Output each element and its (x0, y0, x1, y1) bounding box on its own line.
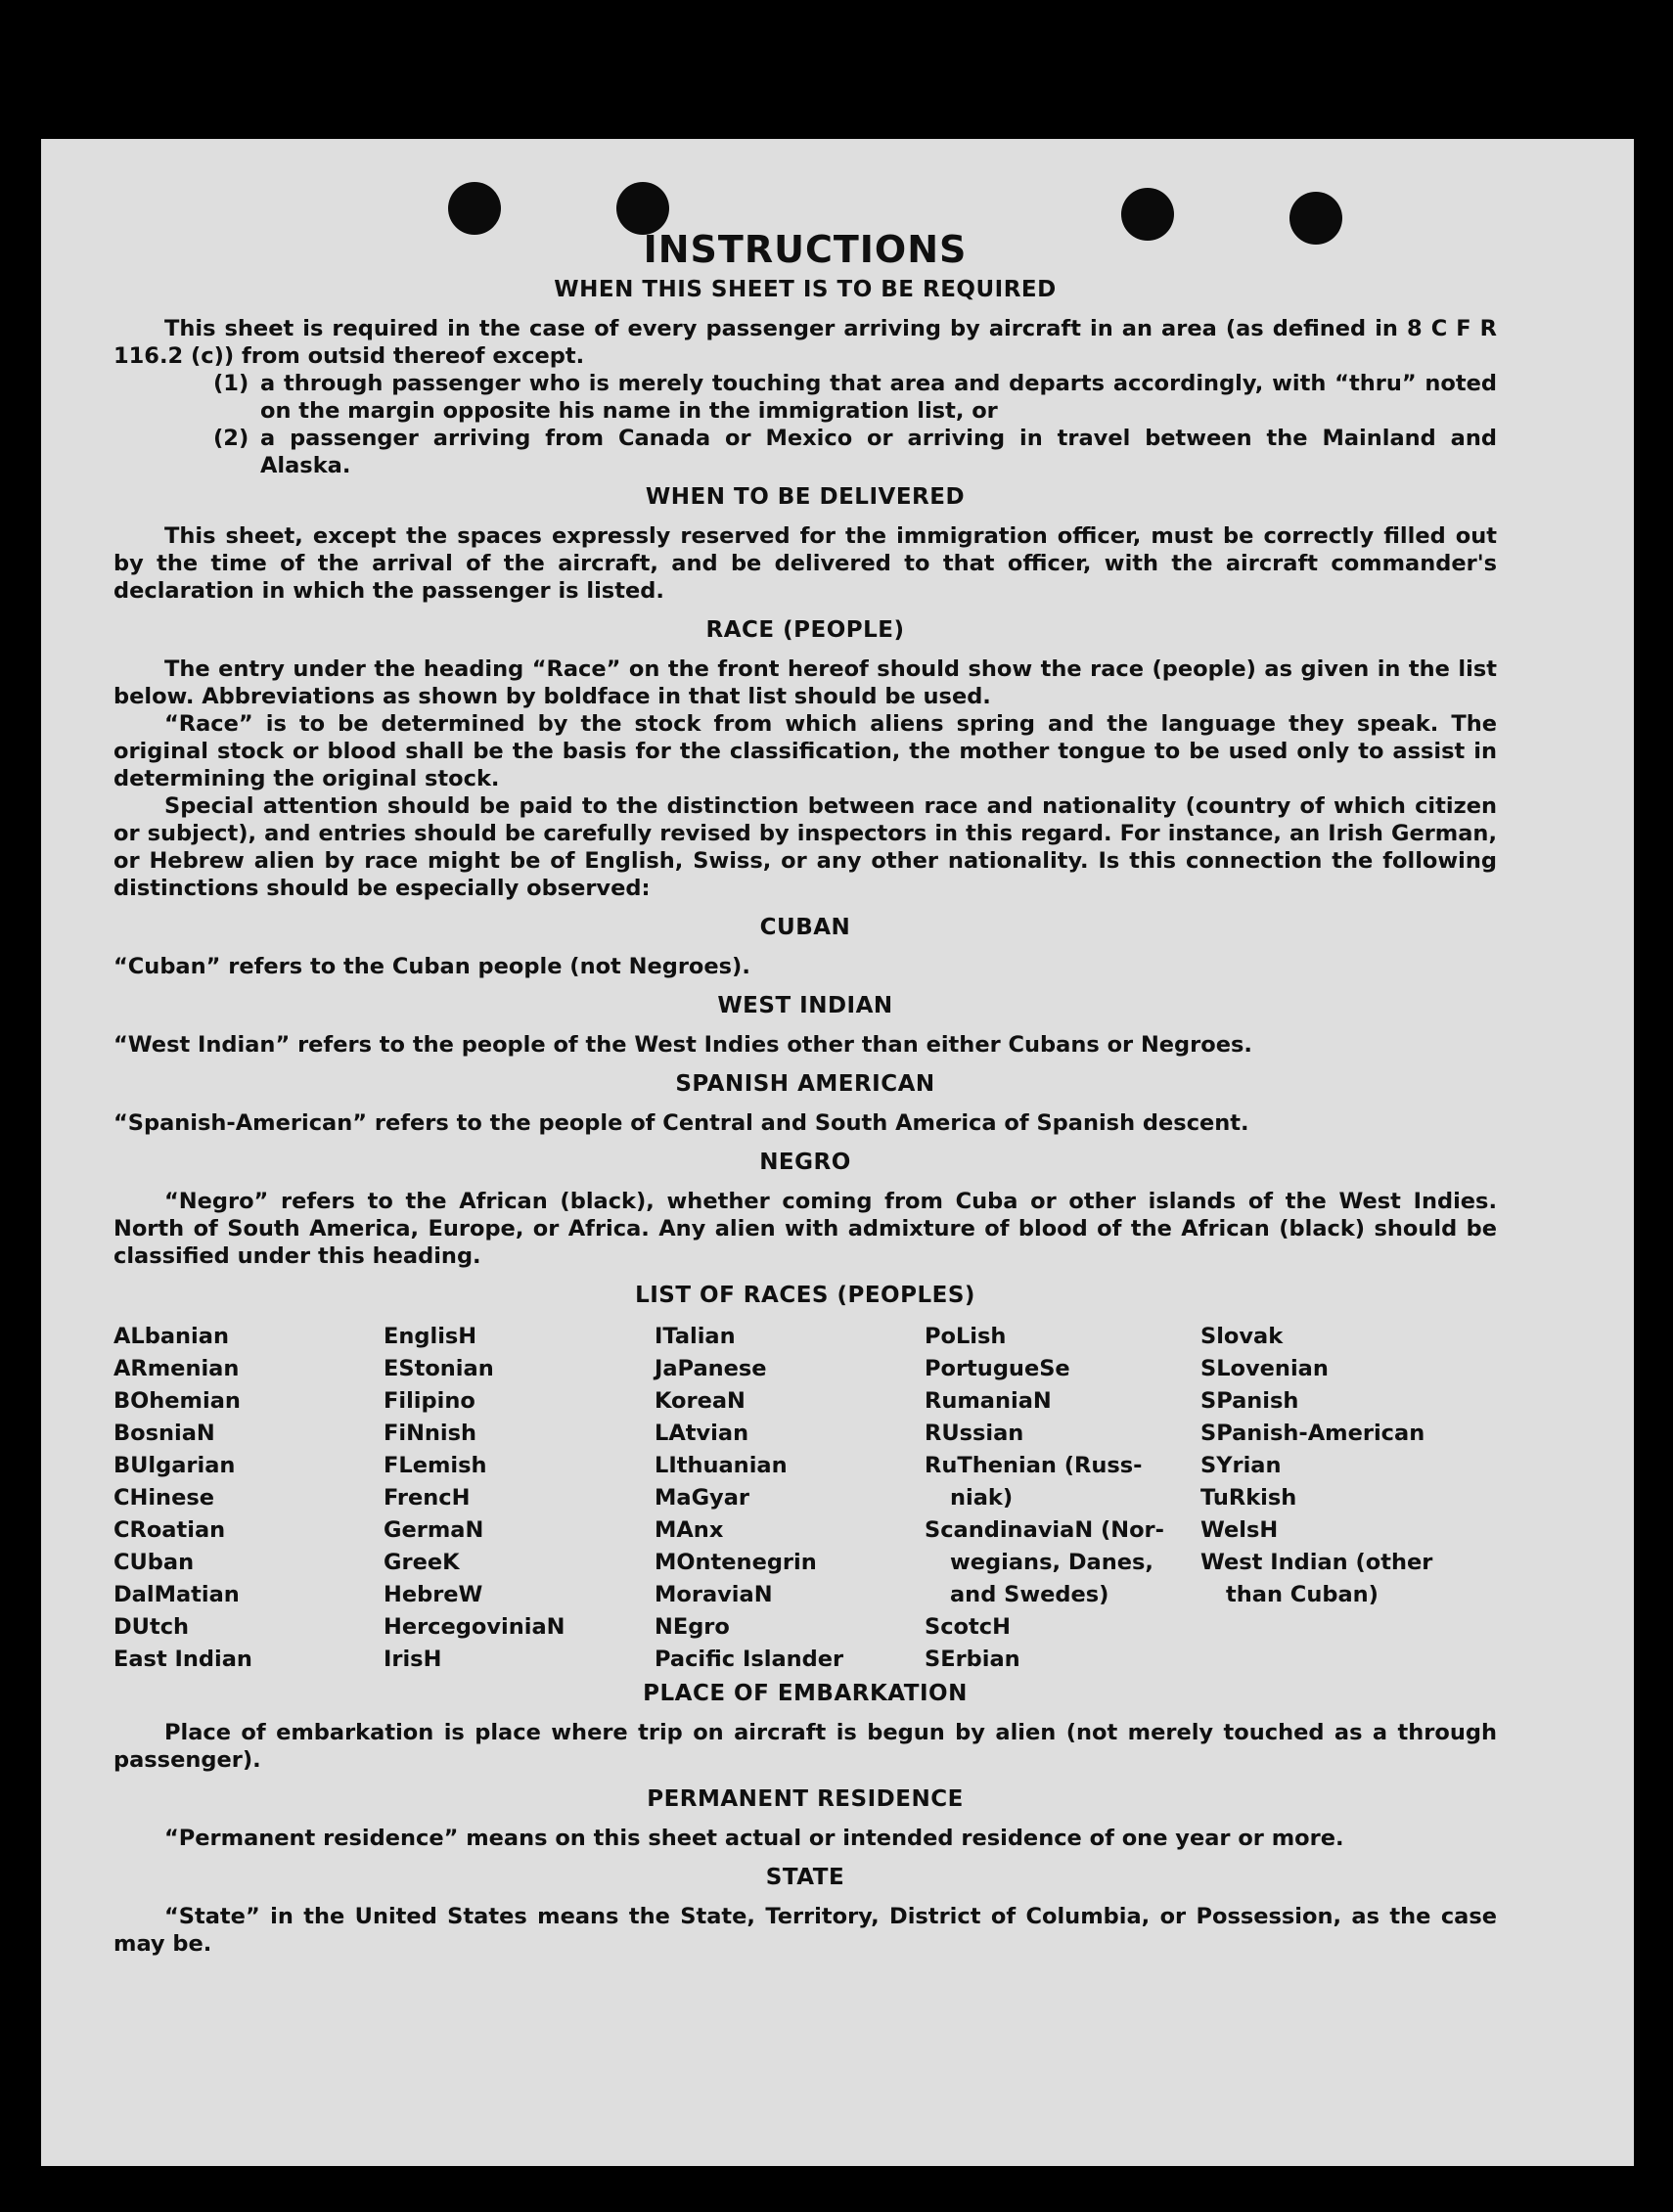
race-entry: PortugueSe (925, 1356, 1070, 1381)
race-entry: West Indian (other (1200, 1550, 1433, 1575)
race-entry: than Cuban) (1226, 1582, 1379, 1607)
heading-spanish-american: SPANISH AMERICAN (675, 1071, 935, 1097)
exception-number: (2) (213, 426, 249, 451)
race-entry: JaPanese (655, 1356, 767, 1381)
heading-embarkation: PLACE OF EMBARKATION (643, 1681, 968, 1706)
race-entry: HebreW (384, 1582, 483, 1607)
race-entry: ALbanian (113, 1324, 229, 1349)
race-entry: NEgro (655, 1614, 730, 1640)
exception-item (113, 425, 1497, 479)
race-entry: FLemish (384, 1453, 487, 1478)
race-entry: Filipino (384, 1388, 475, 1414)
race-entry: BosniaN (113, 1421, 215, 1446)
race-entry: DalMatian (113, 1582, 240, 1607)
when-delivered-text: This sheet, except the spaces expressly reserved for the immigration officer, must be correctly filled out by the time of the arrival of the aircraft, and be delivered to that officer, with the aircraft commander's declaration in which the passenger is listed. (113, 523, 1497, 604)
race-entry: DUtch (113, 1614, 190, 1640)
instructions-content (113, 227, 1497, 1969)
race-entry: RUssian (925, 1421, 1024, 1446)
heading-west-indian: WEST INDIAN (717, 993, 893, 1018)
heading-when-delivered: WHEN TO BE DELIVERED (645, 484, 966, 510)
race-entry: MaGyar (655, 1485, 749, 1511)
race-entry: CHinese (113, 1485, 214, 1511)
spanish-american-text: “Spanish-American” refers to the people of Central and South America of Spanish descent. (113, 1110, 1249, 1136)
race-entry: PoLish (925, 1324, 1007, 1349)
race-column (384, 1321, 655, 1676)
race-entry: HercegoviniaN (384, 1614, 565, 1640)
race-entry: ARmenian (113, 1356, 240, 1381)
race-entry: TuRkish (1200, 1485, 1297, 1511)
race-entry: Pacific Islander (655, 1647, 844, 1672)
race-entry: MAnx (655, 1517, 724, 1543)
race-entry: GermaN (384, 1517, 484, 1543)
race-entry: wegians, Danes, (950, 1550, 1153, 1575)
race-entry: SPanish (1200, 1388, 1299, 1414)
heading-race: RACE (PEOPLE) (705, 617, 905, 643)
race-entry: CRoatian (113, 1517, 226, 1543)
race-entry: EnglisH (384, 1324, 477, 1349)
race-entry: and Swedes) (950, 1582, 1109, 1607)
race-entry: East Indian (113, 1647, 252, 1672)
when-required-intro: This sheet is required in the case of every passenger arriving by aircraft in an area (as defined in 8 C F R 116.2 (c)) from outsid thereof except. (113, 316, 1497, 369)
heading-negro: NEGRO (759, 1150, 851, 1175)
race-entry: MoraviaN (655, 1582, 773, 1607)
race-column (1200, 1321, 1497, 1676)
embarkation-text: Place of embarkation is place where trip on aircraft is begun by alien (not merely touched as a through passenger). (113, 1720, 1497, 1773)
race-entry: IrisH (384, 1647, 442, 1672)
race-entry: ITalian (655, 1324, 736, 1349)
heading-when-required: WHEN THIS SHEET IS TO BE REQUIRED (554, 277, 1057, 302)
exception-text: a through passenger who is merely touching that area and departs accordingly, with “thru” noted on the margin opposite his name in the immigration list, or (260, 371, 1497, 424)
race-entry: EStonian (384, 1356, 494, 1381)
west-indian-text: “West Indian” refers to the people of the West Indies other than either Cubans or Negroes. (113, 1032, 1252, 1058)
race-paragraph-3: Special attention should be paid to the distinction between race and nationality (country of which citizen or subject), and entries should be carefully revised by inspectors in this regard. For instance, an Irish German, or Hebrew alien by race might be of English, Swiss, or any other nationality. Is this connection the following distinctions should be especially observed: (113, 793, 1497, 901)
page-title: INSTRUCTIONS (643, 228, 968, 271)
permanent-residence-text: “Permanent residence” means on this sheet actual or intended residence of one year or more. (164, 1826, 1344, 1851)
exception-text: a passenger arriving from Canada or Mexico or arriving in travel between the Mainland and Alaska. (260, 426, 1497, 478)
race-entry: BUlgarian (113, 1453, 236, 1478)
exception-item (113, 370, 1497, 425)
race-entry: ScotcH (925, 1614, 1011, 1640)
race-entry: BOhemian (113, 1388, 241, 1414)
heading-cuban: CUBAN (759, 915, 851, 940)
race-entry: RumaniaN (925, 1388, 1052, 1414)
cuban-text: “Cuban” refers to the Cuban people (not Negroes). (113, 954, 750, 979)
heading-state: STATE (765, 1865, 845, 1890)
race-entry: SYrian (1200, 1453, 1282, 1478)
race-entry: RuThenian (Russ- (925, 1453, 1143, 1478)
exception-number: (1) (213, 371, 249, 396)
race-entry: WelsH (1200, 1517, 1279, 1543)
race-list (113, 1321, 1497, 1676)
race-paragraph-2: “Race” is to be determined by the stock from which aliens spring and the language they speak. The original stock or blood shall be the basis for the classification, the mother tongue to be used only to assist in determining the original stock. (113, 711, 1497, 791)
race-column (113, 1321, 384, 1676)
race-entry: LIthuanian (655, 1453, 788, 1478)
race-entry: SLovenian (1200, 1356, 1329, 1381)
race-entry: SPanish-American (1200, 1421, 1425, 1446)
race-column (925, 1321, 1200, 1676)
race-entry: ScandinaviaN (Nor- (925, 1517, 1164, 1543)
race-entry: FiNnish (384, 1421, 477, 1446)
race-entry: MOntenegrin (655, 1550, 817, 1575)
race-entry: GreeK (384, 1550, 460, 1575)
race-paragraph-1: The entry under the heading “Race” on the front hereof should show the race (people) as given in the list below. Abbreviations as shown by boldface in that list should be used. (113, 656, 1497, 709)
instruction-sheet (41, 139, 1634, 2166)
race-entry: Slovak (1200, 1324, 1284, 1349)
race-entry: niak) (950, 1485, 1014, 1511)
heading-permanent-residence: PERMANENT RESIDENCE (647, 1786, 964, 1812)
race-entry: SErbian (925, 1647, 1020, 1672)
negro-text: “Negro” refers to the African (black), whether coming from Cuba or other islands of the West Indies. North of South America, Europe, or Africa. Any alien with admixture of blood of the African (black) should be classified under this heading. (113, 1189, 1497, 1269)
heading-list-of-races: LIST OF RACES (PEOPLES) (635, 1283, 975, 1308)
state-text: “State” in the United States means the State, Territory, District of Columbia, or Possession, as the case may be. (113, 1904, 1497, 1957)
race-column (655, 1321, 925, 1676)
race-entry: LAtvian (655, 1421, 749, 1446)
race-entry: KoreaN (655, 1388, 746, 1414)
race-entry: FrencH (384, 1485, 471, 1511)
race-entry: CUban (113, 1550, 195, 1575)
